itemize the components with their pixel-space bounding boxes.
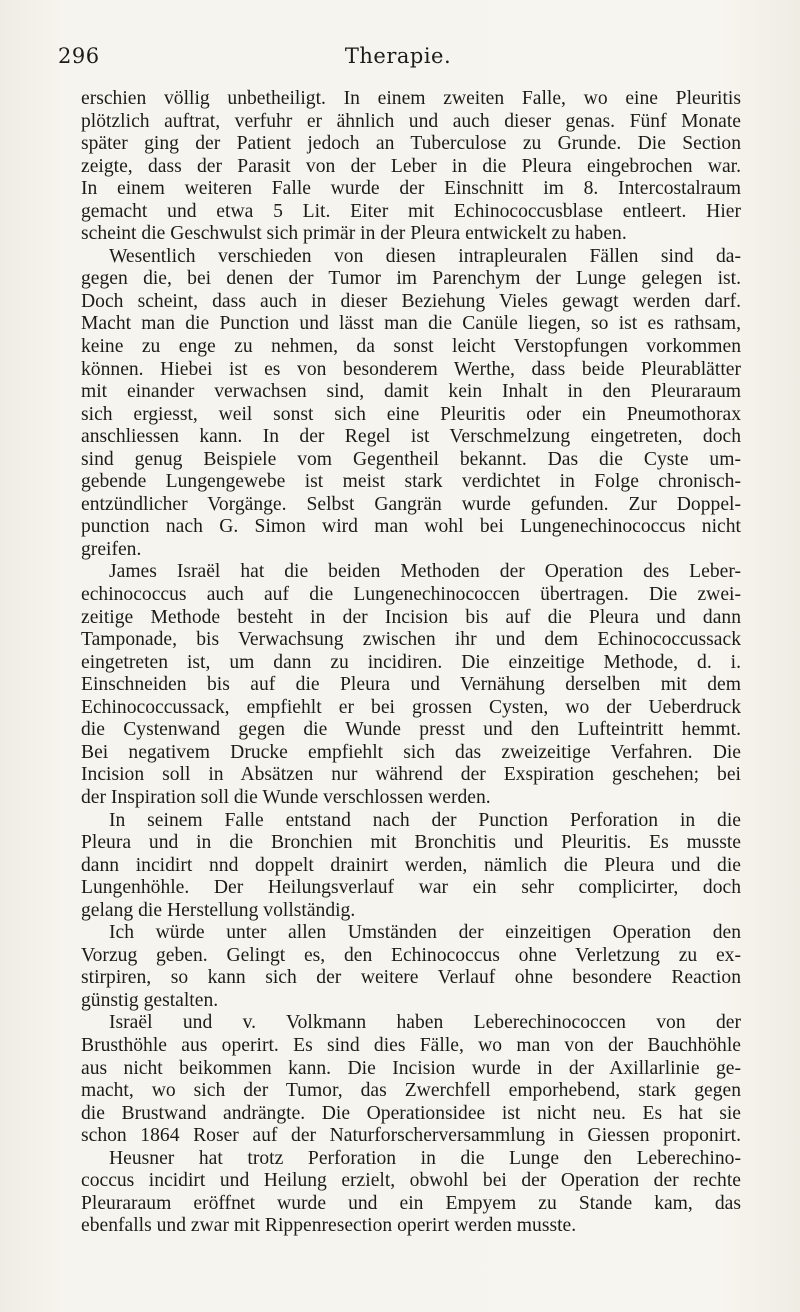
text-line: Ich würde unter allen Umständen der einzeitigen Operation den — [109, 922, 741, 944]
text-line: James Israël hat die beiden Methoden der Operation des Leber- — [109, 561, 741, 583]
text-line: Tamponade, bis Verwachsung zwischen ihr und dem Echinococcussack — [81, 629, 741, 651]
text-line: die Brustwand andrängte. Die Operationsidee ist nicht neu. Es hat sie — [81, 1102, 741, 1124]
text-line: gebende Lungengewebe ist meist stark verdichtet in Folge chronisch- — [81, 471, 741, 493]
text-line: scheint die Geschwulst sich primär in der Pleura entwickelt zu haben. — [81, 223, 627, 245]
text-line: Israël und v. Volkmann haben Leberechinococcen von der — [109, 1012, 741, 1034]
text-line: erschien völlig unbetheiligt. In einem zweiten Falle, wo eine Pleuritis — [81, 88, 741, 109]
text-line: Heusner hat trotz Perforation in die Lunge den Leberechino- — [109, 1147, 741, 1169]
text-line: Vorzug geben. Gelingt es, den Echinococcus ohne Verletzung zu ex- — [81, 944, 741, 966]
text-line: Brusthöhle aus operirt. Es sind dies Fälle, wo man von der Bauchhöhle — [81, 1034, 741, 1056]
text-line: In einem weiteren Falle wurde der Einschnitt im 8. Intercostalraum — [81, 178, 741, 200]
page-header — [58, 44, 738, 76]
text-line: eingetreten ist, um dann zu incidiren. Die einzeitige Methode, d. i. — [81, 651, 741, 673]
text-line: zeigte, dass der Parasit von der Leber in die Pleura eingebrochen war. — [81, 155, 741, 177]
text-line: gelang die Herstellung vollständig. — [81, 899, 356, 921]
text-line: macht, wo sich der Tumor, das Zwerchfell emporhebend, stark gegen — [81, 1080, 741, 1102]
text-line: Einschneiden bis auf die Pleura und Vernähung derselben mit dem — [81, 674, 741, 696]
text-line: greifen. — [81, 538, 142, 560]
text-line: keine zu enge zu nehmen, da sonst leicht Verstopfungen vorkommen — [81, 336, 741, 358]
text-line: aus nicht beikommen kann. Die Incision wurde in der Axillarlinie ge- — [81, 1057, 741, 1079]
text-line: entzündlicher Vorgänge. Selbst Gangrän wurde gefunden. Zur Doppel- — [81, 493, 741, 515]
text-line: dann incidirt nnd doppelt drainirt werden, nämlich die Pleura und die — [81, 854, 741, 876]
text-line: Bei negativem Drucke empfiehlt sich das zweizeitige Verfahren. Die — [81, 741, 741, 763]
page-number: 296 — [58, 44, 100, 68]
text-line: plötzlich auftrat, verfuhr er ähnlich und auch dieser genas. Fünf Monate — [81, 110, 741, 132]
text-line: echinococcus auch auf die Lungenechinococcen übertragen. Die zwei- — [81, 584, 741, 606]
text-line: sind genug Beispiele vom Gegentheil bekannt. Das die Cyste um- — [81, 448, 741, 470]
text-line: Pleura und in die Bronchien mit Bronchitis und Pleuritis. Es musste — [81, 832, 741, 854]
text-line: gegen die, bei denen der Tumor im Parenchym der Lunge gelegen ist. — [81, 268, 741, 290]
text-line: Lungenhöhle. Der Heilungsverlauf war ein sehr complicirter, doch — [81, 877, 741, 899]
text-line: mit einander verwachsen sind, damit kein Inhalt in den Pleuraraum — [81, 381, 741, 403]
text-line: der Inspiration soll die Wunde verschlossen werden. — [81, 786, 491, 808]
text-line: Pleuraraum eröffnet wurde und ein Empyem zu Stande kam, das — [81, 1192, 741, 1214]
text-line: gemacht und etwa 5 Lit. Eiter mit Echinococcusblase entleert. Hier — [81, 200, 741, 222]
text-line: anschliessen kann. In der Regel ist Verschmelzung eingetreten, doch — [81, 426, 741, 448]
text-line: ebenfalls und zwar mit Rippenresection operirt werden musste. — [81, 1215, 577, 1237]
text-line: Macht man die Punction und lässt man die Canüle liegen, so ist es rathsam, — [81, 313, 741, 335]
text-line: können. Hiebei ist es von besonderem Werthe, dass beide Pleurablätter — [81, 358, 741, 380]
text-line: Incision soll in Absätzen nur während der Exspiration geschehen; bei — [81, 764, 741, 786]
text-line: die Cystenwand gegen die Wunde presst und den Lufteintritt hemmt. — [81, 719, 741, 741]
text-line: später ging der Patient jedoch an Tuberculose zu Grunde. Die Section — [81, 133, 741, 155]
text-line: coccus incidirt und Heilung erzielt, obwohl bei der Operation der rechte — [81, 1170, 741, 1192]
text-line: schon 1864 Roser auf der Naturforscherversammlung in Giessen proponirt. — [81, 1125, 741, 1147]
running-head: Therapie. — [344, 44, 452, 68]
text-line: Doch scheint, dass auch in dieser Beziehung Vieles gewagt werden darf. — [81, 290, 741, 312]
text-line: Echinococcussack, empfiehlt er bei grossen Cysten, wo der Ueberdruck — [81, 696, 741, 718]
text-line: zeitige Methode besteht in der Incision bis auf die Pleura und dann — [81, 606, 741, 628]
body-text — [81, 88, 741, 1238]
text-line: Wesentlich verschieden von diesen intrapleuralen Fällen sind da- — [109, 245, 741, 267]
text-line: sich ergiesst, weil sonst sich eine Pleuritis oder ein Pneumothorax — [81, 403, 741, 425]
text-line: günstig gestalten. — [81, 989, 219, 1011]
text-line: stirpiren, so kann sich der weitere Verlauf ohne besondere Reaction — [81, 967, 741, 989]
text-line: In seinem Falle entstand nach der Punction Perforation in die — [109, 809, 741, 831]
text-line: punction nach G. Simon wird man wohl bei Lungenechinococcus nicht — [81, 516, 741, 538]
